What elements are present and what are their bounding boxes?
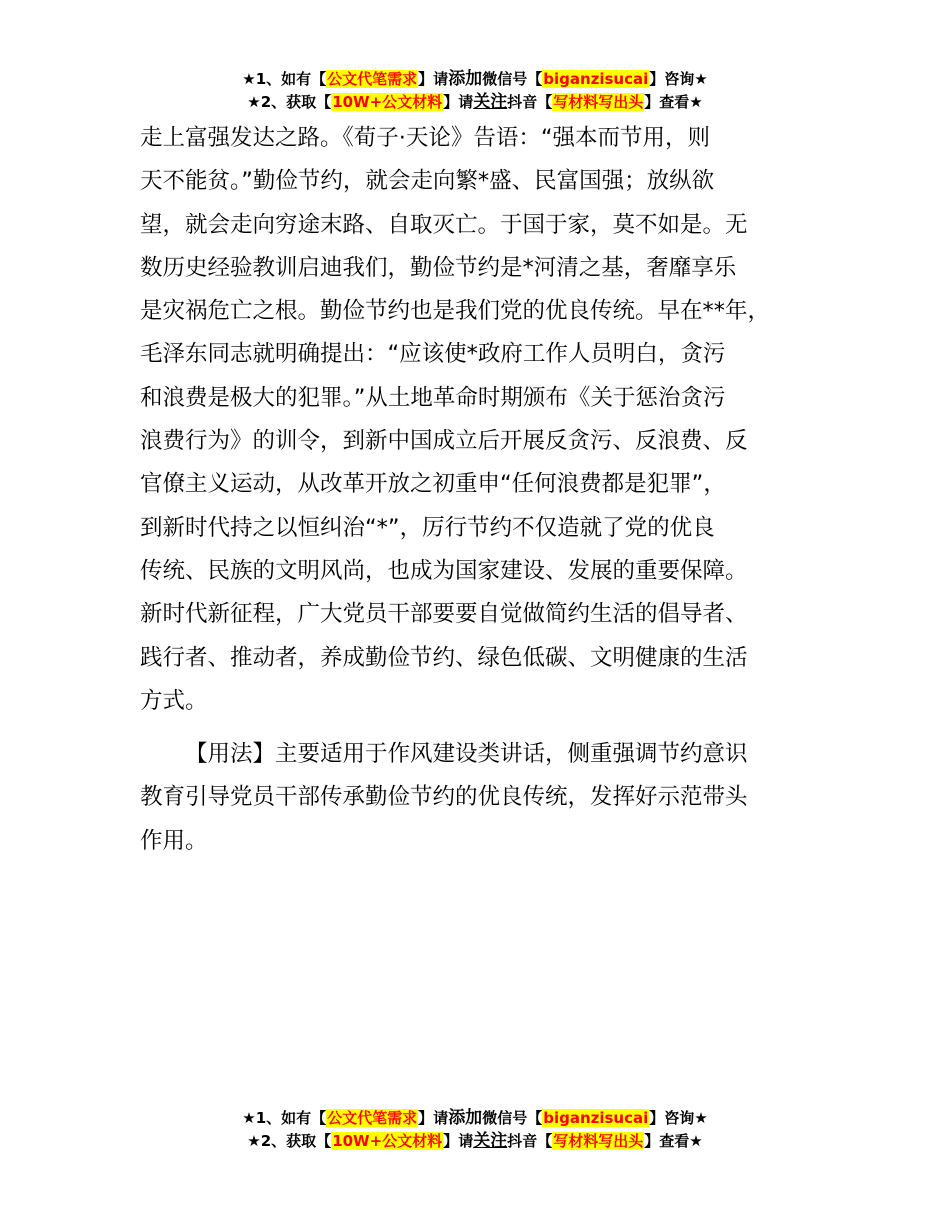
banner-text: 】咨询★ [649, 70, 708, 88]
banner-emphasis: 添加 [448, 1108, 483, 1128]
banner-text: 】请 [418, 70, 449, 88]
text-line: 望，就会走向穷途末路、自取灭亡。于国于家，莫不如是。无 [140, 211, 748, 238]
text-line: 新时代新征程，广大党员干部要要自觉做简约生活的倡导者、 [140, 601, 748, 628]
banner-text: 】请 [443, 1132, 474, 1150]
paragraph-2-usage [140, 733, 830, 863]
text-line: 和浪费是极大的犯罪。”从土地革命时期颁布《关于惩治贪污 [140, 384, 726, 411]
text-line: 官僚主义运动，从改革开放之初重申“任何浪费都是犯罪”， [140, 471, 726, 498]
highlight-wechat-id: biganzisucai [543, 70, 649, 88]
highlight-douyin-account: 写材料写出头 [553, 1132, 644, 1150]
text-line: 方式。 [140, 687, 208, 714]
text-line: 毛泽东同志就明确提出：“应该使*政府工作人员明白，贪污 [140, 341, 726, 368]
text-line: 传统、民族的文明风尚，也成为国家建设、发展的重要保障。 [140, 557, 748, 584]
text-line: 数历史经验教训启迪我们，勤俭节约是*河清之基，奢靡享乐 [140, 254, 737, 281]
banner-line-1 [0, 68, 950, 91]
text-line: 作用。 [140, 827, 208, 854]
highlight-service: 公文代笔需求 [327, 1109, 418, 1127]
text-line: 教育引导党员干部传承勤俭节约的优良传统，发挥好示范带头 [140, 784, 748, 811]
banner-text: 】请 [418, 1109, 449, 1127]
banner-text: 】查看★ [644, 1132, 703, 1150]
banner-text: 微信号【 [482, 1109, 543, 1127]
banner-text: ★1、如有【 [242, 1109, 327, 1127]
banner-text: 抖音【 [507, 93, 553, 111]
highlight-douyin-account: 写材料写出头 [553, 93, 644, 111]
banner-text: ★2、获取【 [247, 1132, 332, 1150]
highlight-service: 公文代笔需求 [327, 70, 418, 88]
highlight-materials: 10W+公文材料 [332, 93, 443, 111]
text-line: 践行者、推动者，养成勤俭节约、绿色低碳、文明健康的生活 [140, 644, 748, 671]
highlight-materials: 10W+公文材料 [332, 1132, 443, 1150]
banner-text: ★2、获取【 [247, 93, 332, 111]
text-line: 浪费行为》的训令，到新中国成立后开展反贪污、反浪费、反 [140, 428, 748, 455]
header-banner [0, 68, 950, 114]
text-line: 走上富强发达之路。《荀子·天论》告语：“强本而节用，则 [140, 125, 711, 151]
text-line: 天不能贫。”勤俭节约，就会走向繁*盛、民富国强；放纵欲 [140, 168, 715, 195]
banner-emphasis: 关注 [473, 92, 508, 112]
banner-text: 抖音【 [507, 1132, 553, 1150]
banner-text: 】请 [443, 93, 474, 111]
document-body [140, 117, 830, 863]
banner-line-2 [0, 1130, 950, 1153]
banner-text: 】咨询★ [649, 1109, 708, 1127]
banner-text: 】查看★ [644, 93, 703, 111]
highlight-wechat-id: biganzisucai [543, 1109, 649, 1127]
paragraph-gap [140, 723, 830, 733]
text-line: 【用法】主要适用于作风建设类讲话，侧重强调节约意识 [185, 741, 748, 768]
paragraph-1 [140, 117, 830, 723]
banner-line-1 [0, 1107, 950, 1130]
banner-line-2 [0, 91, 950, 114]
banner-emphasis: 关注 [473, 1131, 508, 1151]
text-line: 是灾祸危亡之根。勤俭节约也是我们党的优良传统。早在**年， [140, 298, 771, 325]
banner-text: ★1、如有【 [242, 70, 327, 88]
text-line: 到新时代持之以恒纠治“*”，厉行节约不仅造就了党的优良 [140, 514, 715, 541]
banner-emphasis: 添加 [448, 69, 483, 89]
footer-banner [0, 1107, 950, 1153]
banner-text: 微信号【 [482, 70, 543, 88]
